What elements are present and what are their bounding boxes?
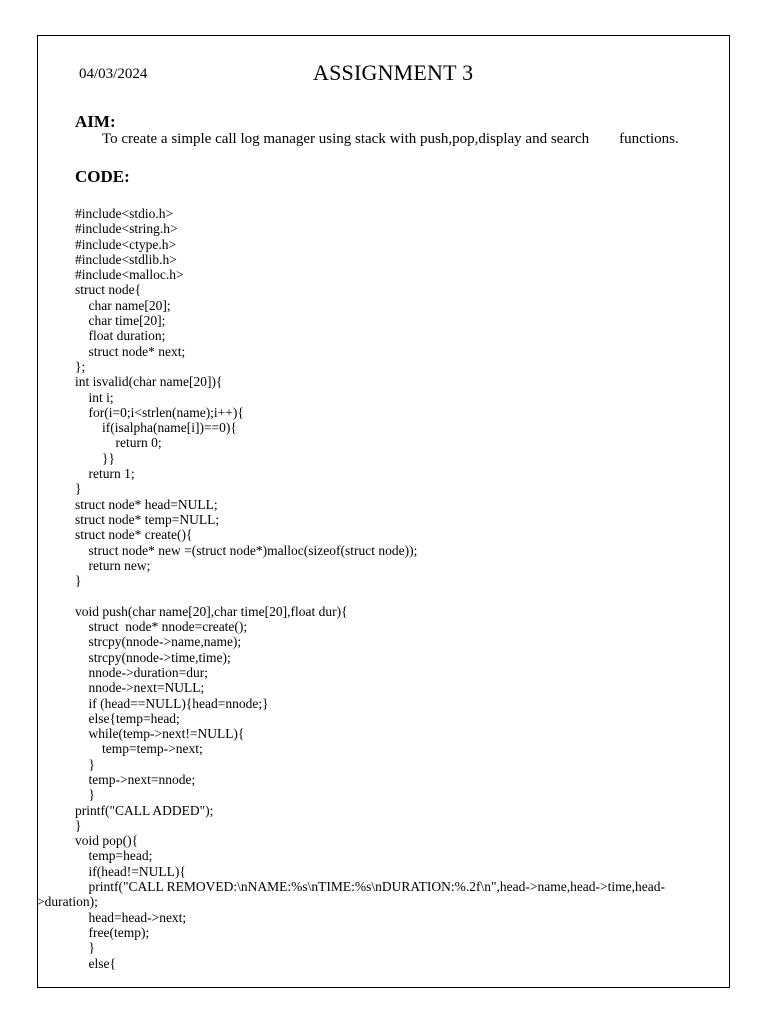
code-line: } — [75, 481, 82, 497]
code-line: temp=head; — [75, 848, 153, 864]
code-block — [37, 206, 725, 971]
code-line: } — [75, 787, 95, 803]
code-line: }; — [75, 358, 86, 374]
code-line: printf("CALL ADDED"); — [75, 802, 214, 818]
code-line: return 0; — [75, 435, 162, 451]
code-line: return 1; — [75, 466, 135, 482]
code-line: strcpy(nnode->time,time); — [75, 649, 231, 665]
code-line: #include<ctype.h> — [75, 236, 177, 252]
code-line: char name[20]; — [75, 297, 171, 313]
code-line: struct node* head=NULL; — [75, 496, 218, 512]
date: 04/03/2024 — [79, 66, 148, 82]
code-line: } — [75, 817, 82, 833]
code-line: return new; — [75, 557, 151, 573]
code-line: nnode->next=NULL; — [75, 680, 205, 696]
code-line: struct node* next; — [75, 343, 186, 359]
aim-heading: AIM: — [75, 112, 116, 131]
code-line: float duration; — [75, 328, 166, 344]
code-line: nnode->duration=dur; — [75, 664, 208, 680]
code-line: else{temp=head; — [75, 710, 180, 726]
code-line: struct node* temp=NULL; — [75, 511, 220, 527]
code-line: char time[20]; — [75, 313, 166, 329]
code-line: int i; — [75, 389, 114, 405]
code-line: if(isalpha(name[i])==0){ — [75, 420, 237, 436]
code-line: temp->next=nnode; — [75, 771, 196, 787]
code-line: void push(char name[20],char time[20],float dur){ — [75, 603, 348, 619]
code-line: temp=temp->next; — [75, 741, 203, 757]
code-line: int isvalid(char name[20]){ — [75, 374, 223, 390]
code-line: } — [75, 940, 95, 956]
aim-text: To create a simple call log manager using stack with push,pop,display and search functions. — [102, 131, 679, 147]
code-line: struct node{ — [75, 282, 142, 298]
code-line: while(temp->next!=NULL){ — [75, 726, 245, 742]
page-title: ASSIGNMENT 3 — [313, 60, 474, 85]
code-line: if (head==NULL){head=nnode;} — [75, 695, 269, 711]
code-line: void pop(){ — [75, 833, 139, 849]
code-line: } — [75, 573, 82, 589]
code-line: printf("CALL REMOVED:\nNAME:%s\nTIME:%s\nDURATION:%.2f\n",head->name,head->time,head- — [75, 879, 666, 895]
code-line — [75, 588, 725, 603]
code-line: }} — [75, 450, 115, 466]
code-line: head=head->next; — [75, 909, 187, 925]
code-line: >duration); — [37, 894, 98, 910]
code-line: if(head!=NULL){ — [75, 863, 186, 879]
code-line: struct node* new =(struct node*)malloc(sizeof(struct node)); — [75, 542, 418, 558]
code-line: #include<stdio.h> — [75, 206, 174, 221]
code-line: #include<string.h> — [75, 221, 178, 237]
code-line: #include<malloc.h> — [75, 267, 184, 283]
code-line: } — [75, 756, 95, 772]
code-line: free(temp); — [75, 924, 150, 940]
code-line: else{ — [75, 955, 116, 971]
code-line: #include<stdlib.h> — [75, 251, 177, 267]
code-line: for(i=0;i<strlen(name);i++){ — [75, 404, 244, 420]
code-heading: CODE: — [75, 167, 130, 186]
code-line: struct node* create(){ — [75, 527, 193, 543]
code-line: strcpy(nnode->name,name); — [75, 634, 242, 650]
code-line: struct node* nnode=create(); — [75, 619, 248, 635]
